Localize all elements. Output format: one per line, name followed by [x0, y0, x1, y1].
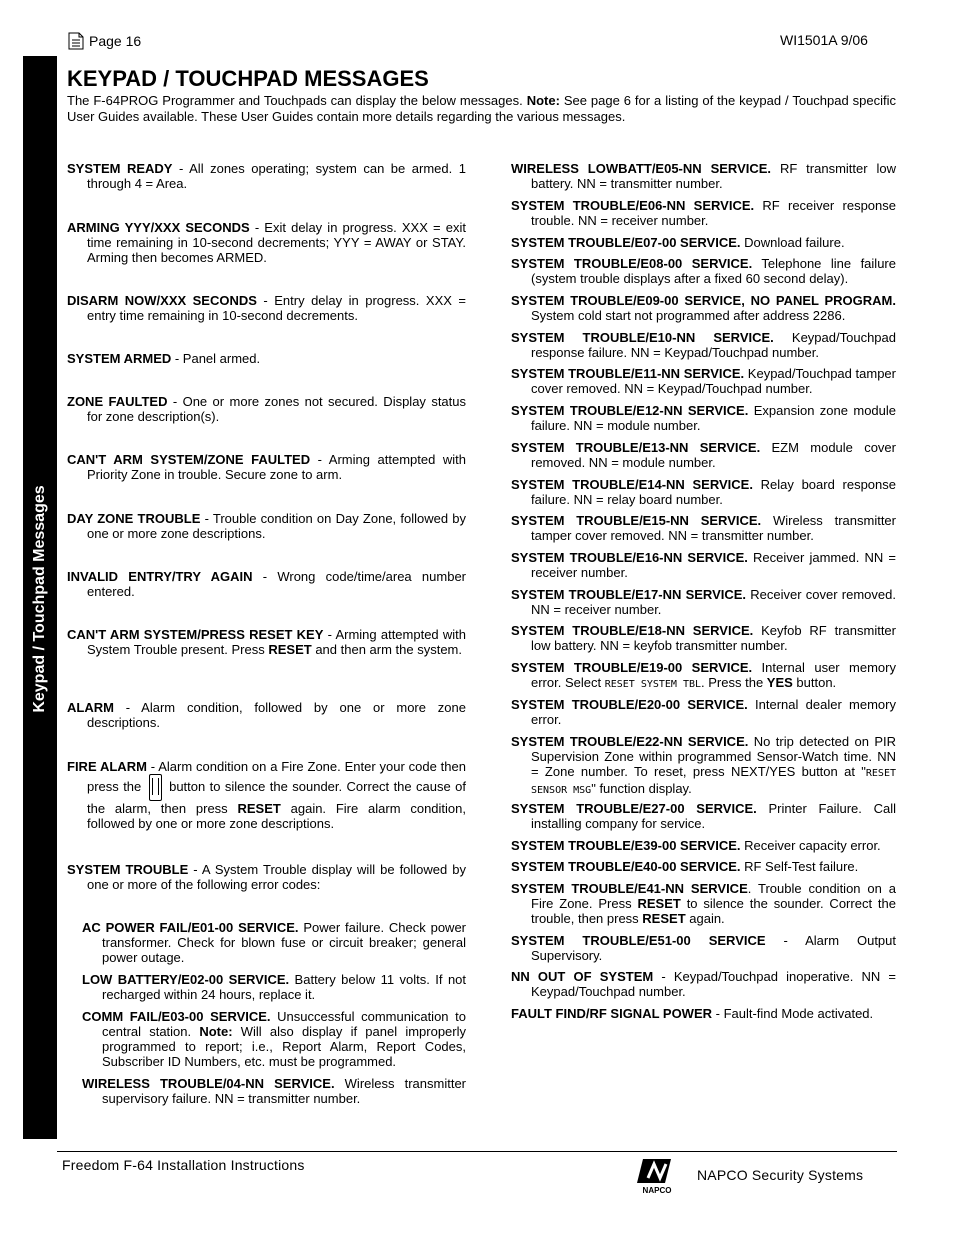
code-e14: SYSTEM TROUBLE/E14-NN SERVICE. Relay board response failure. NN = relay board number.	[511, 477, 896, 507]
message-alarm: ALARM - Alarm condition, followed by one or more zone descriptions.	[67, 700, 466, 730]
message-system-ready: SYSTEM READY - All zones operating; system can be armed. 1 through 4 = Area.	[67, 161, 466, 191]
message-zone-faulted: ZONE FAULTED - One or more zones not secured. Display status for zone description(s).	[67, 394, 467, 424]
napco-logo-icon	[634, 1156, 680, 1186]
document-id: WI1501A 9/06	[780, 32, 868, 48]
code-e40: SYSTEM TROUBLE/E40-00 SERVICE. RF Self-Test failure.	[511, 859, 859, 874]
code-e19: SYSTEM TROUBLE/E19-00 SERVICE. Internal user memory error. Select RESET SYSTEM TBL. Press the YES button.	[511, 660, 896, 690]
code-e39: SYSTEM TROUBLE/E39-00 SERVICE. Receiver capacity error.	[511, 838, 881, 853]
message-fault-find: FAULT FIND/RF SIGNAL POWER - Fault-find Mode activated.	[511, 1006, 874, 1021]
message-fire-alarm: FIRE ALARM - Alarm condition on a Fire Zone. Enter your code then press the button to silence the sounder. Correct the cause of the alarm, then press RESET again. Fire alarm condition, followed by one or more zone descriptions.	[67, 759, 466, 831]
code-e17: SYSTEM TROUBLE/E17-NN SERVICE. Receiver cover removed. NN = receiver number.	[511, 587, 896, 617]
enter-key-icon	[149, 774, 162, 801]
message-system-trouble: SYSTEM TROUBLE - A System Trouble display will be followed by one or more of the following error codes:	[67, 862, 466, 892]
message-disarm: DISARM NOW/XXX SECONDS - Entry delay in progress. XXX = entry time remaining in 10-second decrements.	[67, 293, 466, 323]
code-e51: SYSTEM TROUBLE/E51-00 SERVICE - Alarm Output Supervisory.	[511, 933, 897, 963]
document-icon	[68, 32, 84, 50]
code-e41: SYSTEM TROUBLE/E41-NN SERVICE. Trouble condition on a Fire Zone. Press RESET to silence the sounder. Correct the trouble, then press RESET again.	[511, 881, 896, 926]
code-e06: SYSTEM TROUBLE/E06-NN SERVICE. RF receiver response trouble. NN = receiver number.	[511, 198, 896, 228]
message-cant-arm-zone: CAN'T ARM SYSTEM/ZONE FAULTED - Arming attempted with Priority Zone in trouble. Secure zone to arm.	[67, 452, 467, 482]
code-low-battery: LOW BATTERY/E02-00 SERVICE. Battery below 11 volts. If not recharged within 24 hours, replace it.	[82, 972, 467, 1002]
footer-company: NAPCO Security Systems	[697, 1167, 864, 1183]
code-e08: SYSTEM TROUBLE/E08-00 SERVICE. Telephone line failure (system trouble displays after a fixed 60 second delay).	[511, 256, 896, 286]
code-e09: SYSTEM TROUBLE/E09-00 SERVICE, NO PANEL PROGRAM. System cold start not programmed after address 2286.	[511, 293, 896, 323]
message-arming: ARMING YYY/XXX SECONDS - Exit delay in progress. XXX = exit time remaining in 10-second decrements; YYY = AWAY or STAY. Arming then becomes ARMED.	[67, 220, 466, 265]
code-e18: SYSTEM TROUBLE/E18-NN SERVICE. Keyfob RF transmitter low battery. NN = keyfob transmitter number.	[511, 623, 896, 653]
code-e27: SYSTEM TROUBLE/E27-00 SERVICE. Printer Failure. Call installing company for service.	[511, 801, 896, 831]
code-e16: SYSTEM TROUBLE/E16-NN SERVICE. Receiver jammed. NN = receiver number.	[511, 550, 896, 580]
message-cant-arm-reset: CAN'T ARM SYSTEM/PRESS RESET KEY - Arming attempted with System Trouble present. Press RESET and then arm the system.	[67, 627, 466, 657]
note-label: Note:	[526, 93, 560, 108]
code-e15: SYSTEM TROUBLE/E15-NN SERVICE. Wireless transmitter tamper cover removed. NN = transmitter number.	[511, 513, 896, 543]
code-e12: SYSTEM TROUBLE/E12-NN SERVICE. Expansion zone module failure. NN = module number.	[511, 403, 897, 433]
intro-paragraph: The F-64PROG Programmer and Touchpads can display the below messages. Note: See page 6 for a listing of the keypad / Touchpad specific User Guides available. These User Guides contain more details regarding the various messages.	[67, 93, 896, 124]
footer-divider	[57, 1151, 897, 1152]
napco-logo-text: NAPCO	[642, 1186, 672, 1195]
code-e13: SYSTEM TROUBLE/E13-NN SERVICE. EZM module cover removed. NN = module number.	[511, 440, 896, 470]
code-e11: SYSTEM TROUBLE/E11-NN SERVICE. Keypad/Touchpad tamper cover removed. NN = Keypad/Touchpad number.	[511, 366, 896, 396]
message-system-armed: SYSTEM ARMED - Panel armed.	[67, 351, 261, 366]
message-invalid-entry: INVALID ENTRY/TRY AGAIN - Wrong code/time/area number entered.	[67, 569, 467, 599]
napco-logo	[634, 1156, 680, 1196]
code-e07: SYSTEM TROUBLE/E07-00 SERVICE. Download failure.	[511, 235, 845, 250]
code-wireless-trouble: WIRELESS TROUBLE/04-NN SERVICE. Wireless transmitter supervisory failure. NN = transmitter number.	[82, 1076, 466, 1106]
code-e20: SYSTEM TROUBLE/E20-00 SERVICE. Internal dealer memory error.	[511, 697, 896, 727]
page-label: Page 16	[89, 33, 142, 49]
sidebar-label: Keypad / Touchpad Messages	[31, 485, 48, 713]
code-comm-fail: COMM FAIL/E03-00 SERVICE. Unsuccessful communication to central station. Note: Will also display if panel improperly programmed to report; i.e., Report Alarm, Report Codes, Subscriber ID Numbers, etc. must be programmed.	[82, 1009, 467, 1069]
code-e10: SYSTEM TROUBLE/E10-NN SERVICE. Keypad/Touchpad response failure. NN = Keypad/Touchpad number.	[511, 330, 896, 360]
code-e22: SYSTEM TROUBLE/E22-NN SERVICE. No trip detected on PIR Supervision Zone within programmed Sensor-Watch time. NN = Zone number. To reset, press NEXT/YES button at "RESET SENSOR MSG" function display.	[511, 734, 896, 796]
page-number	[68, 32, 141, 50]
page-title: KEYPAD / TOUCHPAD MESSAGES	[67, 66, 429, 91]
code-ac-power: AC POWER FAIL/E01-00 SERVICE. Power failure. Check power transformer. Check for blown fuse or circuit breaker; general power outage.	[82, 920, 467, 965]
code-e05: WIRELESS LOWBATT/E05-NN SERVICE. RF transmitter low battery. NN = transmitter number.	[511, 161, 896, 191]
message-day-zone: DAY ZONE TROUBLE - Trouble condition on Day Zone, followed by one or more zone descriptions.	[67, 511, 466, 541]
message-nn-out: NN OUT OF SYSTEM - Keypad/Touchpad inoperative. NN = Keypad/Touchpad number.	[511, 969, 896, 999]
footer-title: Freedom F-64 Installation Instructions	[62, 1157, 305, 1173]
